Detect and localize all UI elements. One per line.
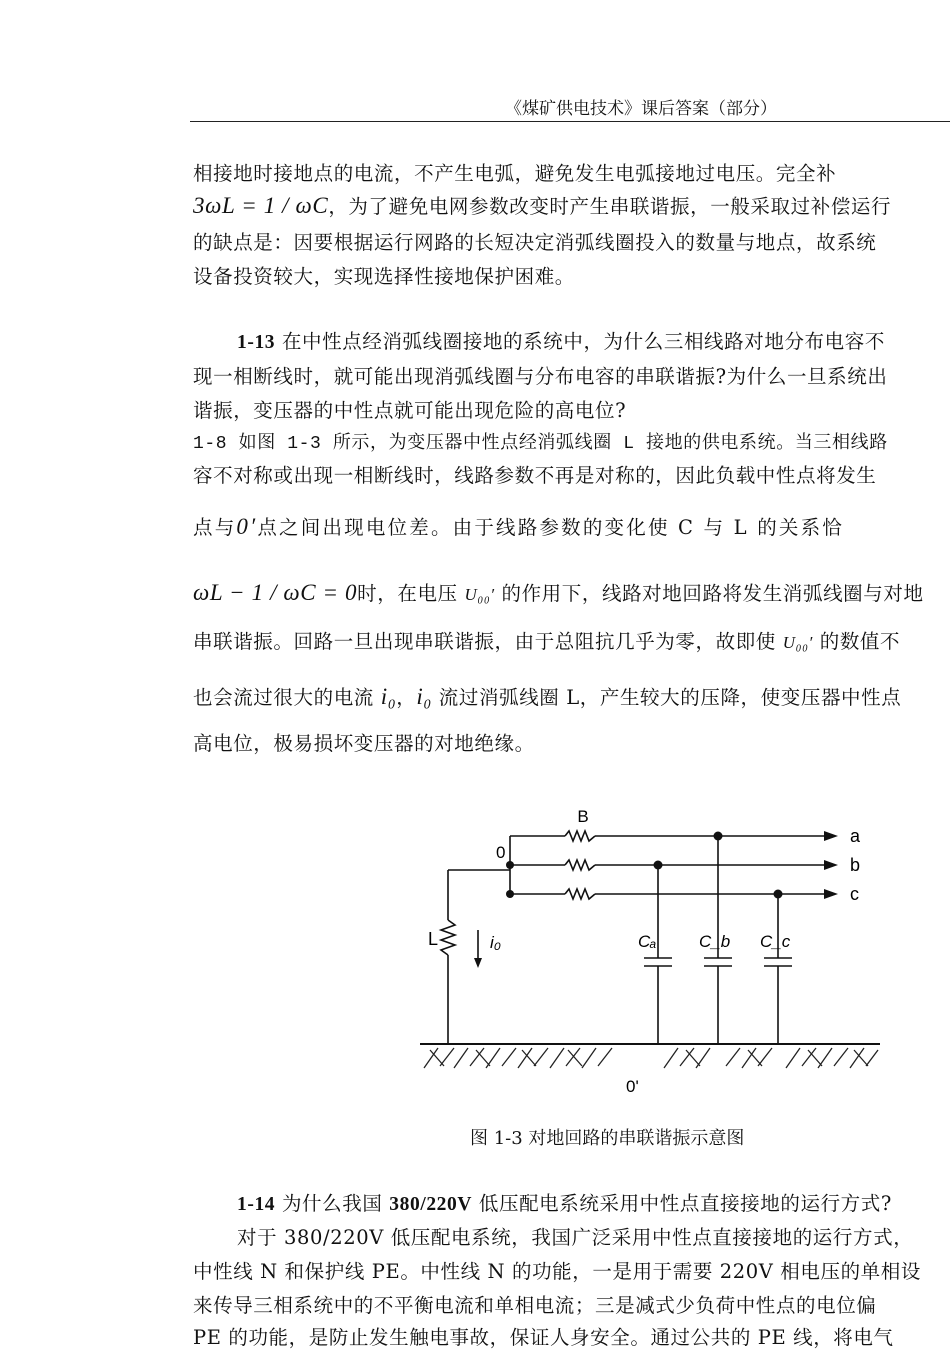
text-span: ，为了避免电网参数改变时产生串联谐振，一般采取过补偿运行 <box>328 195 892 218</box>
arc-suppression-coil <box>441 920 455 955</box>
label-L: L <box>428 929 439 949</box>
label-i0: i₀ <box>490 933 501 952</box>
arrow-b-icon <box>824 860 838 870</box>
resistor-c <box>565 889 595 899</box>
label-B: B <box>577 807 589 826</box>
answer-line: 来传导三相系统中的不平衡电流和单相电流；三是减式少负荷中性点的电位偏 <box>193 1294 877 1317</box>
question-line <box>237 1188 892 1216</box>
text-bold: 380/220V <box>389 1194 473 1215</box>
figure-caption: 图 1-3 对地回路的串联谐振示意图 <box>470 1128 745 1149</box>
question-number: 1-13 <box>237 332 276 353</box>
answer-line: 中性线 N 和保护线 PE。中性线 N 的功能，一是用于需要 220V 相电压的单相设 <box>193 1260 921 1283</box>
symbol: U₀₀′ <box>464 585 495 604</box>
answer-line <box>193 578 924 606</box>
junction-dot <box>654 861 663 870</box>
answer-line <box>193 682 901 710</box>
answer-line <box>193 512 844 540</box>
answer-line: PE 的功能，是防止发生触电事故，保证人身安全。通过公共的 PE 线，将电气 <box>193 1326 894 1349</box>
earth-hatch-icon <box>424 1048 878 1068</box>
label-Ca: Cₐ <box>638 932 657 951</box>
question-line <box>237 326 885 354</box>
answer-line: 对于 380/220V 低压配电系统，我国广泛采用中性点直接接地的运行方式， <box>237 1226 914 1249</box>
page-header-title: 《煤矿供电技术》课后答案（部分） <box>505 99 777 119</box>
text-span: 时，在电压 <box>357 582 465 605</box>
text-span: 点之间出现电位差。由于线路参数的变化使 C 与 L 的关系恰 <box>257 516 845 539</box>
text-span: 点与 <box>193 516 237 539</box>
label-phase-c: c <box>850 884 859 904</box>
label-node-0: 0 <box>496 843 506 862</box>
arrow-a-icon <box>824 831 838 841</box>
answer-line <box>193 626 900 654</box>
arrow-c-icon <box>824 889 838 899</box>
text-span: 流过消弧线圈 L，产生较大的压降，使变压器中性点 <box>432 686 902 709</box>
text-span: 低压配电系统采用中性点直接接地的运行方式? <box>472 1192 892 1215</box>
text-line: 设备投资较大，实现选择性接地保护困难。 <box>193 265 575 288</box>
text-line: 相接地时接地点的电流，不产生电弧，避免发生电弧接地过电压。完全补 <box>193 162 837 185</box>
text-span: 的数值不 <box>812 630 901 653</box>
symbol: U₀₀′ <box>782 633 813 652</box>
circuit-diagram <box>410 800 890 1100</box>
text-span: 在中性点经消弧线圈接地的系统中，为什么三相线路对地分布电容不 <box>275 330 885 353</box>
text-span: 也会流过很大的电流 <box>193 686 381 709</box>
answer-line: 1-8 如图 1-3 所示，为变压器中性点经消弧线圈 L 接地的供电系统。当三相线路 <box>193 434 888 454</box>
resistor-b <box>565 860 595 870</box>
text-span: 为什么我国 <box>275 1192 390 1215</box>
text-span: 的作用下，线路对地回路将发生消弧线圈与对地 <box>494 582 924 605</box>
junction-dot <box>506 861 514 869</box>
label-ground-0prime: 0' <box>626 1077 639 1096</box>
symbol: i₀ <box>416 684 432 709</box>
label-Cc: C_c <box>760 932 791 951</box>
resistor-a <box>565 831 595 841</box>
question-line: 谐振，变压器的中性点就可能出现危险的高电位? <box>193 399 627 422</box>
text-line <box>193 191 891 219</box>
text-span: 串联谐振。回路一旦出现串联谐振，由于总阻抗几乎为零，故即使 <box>193 630 783 653</box>
junction-dot <box>714 832 723 841</box>
symbol: 0′ <box>236 514 258 539</box>
current-arrow-head-icon <box>474 958 482 968</box>
label-Cb: C_b <box>699 932 731 951</box>
text-span: ， <box>396 686 417 709</box>
answer-line: 容不对称或出现一相断线时，线路参数不再是对称的，因此负载中性点将发生 <box>193 464 877 487</box>
symbol: i₀ <box>380 684 397 709</box>
label-phase-b: b <box>850 855 861 875</box>
formula: 3ωL = 1 / ωC <box>193 193 329 218</box>
junction-dot <box>774 890 783 899</box>
junction-dot <box>506 890 514 898</box>
label-phase-a: a <box>850 826 861 846</box>
question-number: 1-14 <box>237 1194 276 1215</box>
answer-line: 高电位，极易损坏变压器的对地绝缘。 <box>193 732 535 755</box>
question-line: 现一相断线时，就可能出现消弧线圈与分布电容的串联谐振?为什么一旦系统出 <box>193 365 888 388</box>
header-rule <box>190 121 950 122</box>
text-line: 的缺点是：因要根据运行网路的长短决定消弧线圈投入的数量与地点，故系统 <box>193 231 877 254</box>
formula: ωL − 1 / ωC = 0 <box>193 580 358 605</box>
circuit-figure <box>410 800 890 1104</box>
